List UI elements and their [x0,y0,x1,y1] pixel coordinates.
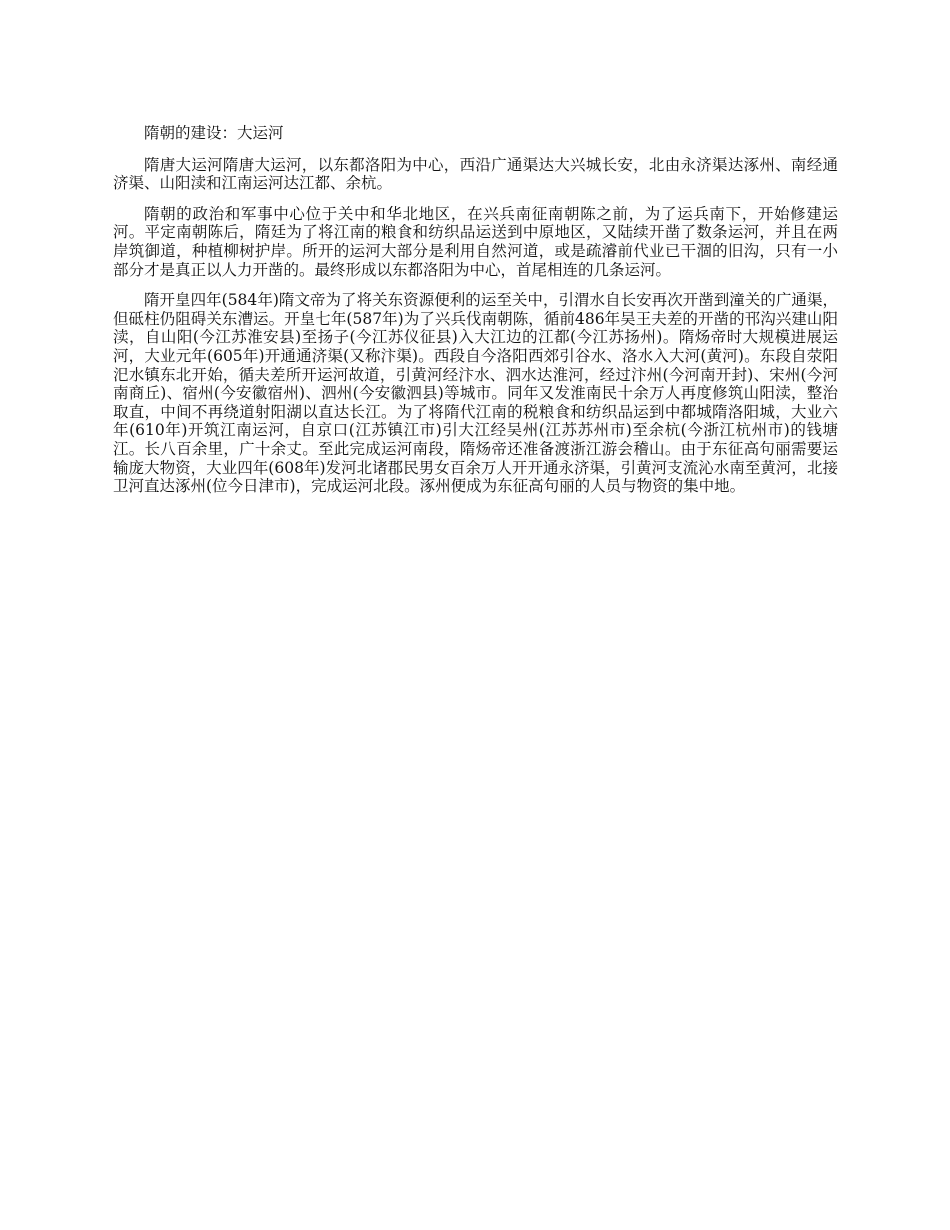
paragraph-construction: 隋开皇四年(584年)隋文帝为了将关东资源便利的运至关中，引渭水自长安再次开凿到潼关的广通渠，但砥柱仍阻碍关东漕运。开皇七年(587年)为了兴兵伐南朝陈，循前486年吴王夫差的开凿的邗沟兴建山阳渎，自山阳(今江苏淮安县)至扬子(今江苏仪征县)入大江边的江都(今江苏扬州)。隋炀帝时大规模进展运河，大业元年(605年)开通通济渠(又称汴渠)。西段自今洛阳西郊引谷水、洛水入大河(黄河)。东段自荥阳汜水镇东北开始，循夫差所开运河故道，引黄河经汴水、泗水达淮河，经过汴州(今河南开封)、宋州(今河南商丘)、宿州(今安徽宿州)、泗州(今安徽泗县)等城市。同年又发淮南民十余万人再度修筑山阳渎，整治取直，中间不再绕道射阳湖以直达长江。为了将隋代江南的税粮食和纺织品运到中都城隋洛阳城，大业六年(610年)开筑江南运河，自京口(江苏镇江市)引大江经吴州(江苏苏州市)至余杭(今浙江杭州市)的钱塘江。长八百余里，广十余丈。至此完成运河南段，隋炀帝还准备渡浙江游会稽山。由于东征高句丽需要运输庞大物资，大业四年(608年)发河北诸郡民男女百余万人开开通永济渠，引黄河支流沁水南至黄河，北接卫河直达涿州(位今日津市)，完成运河北段。涿州便成为东征高句丽的人员与物资的集中地。 [113,291,838,496]
document-title: 隋朝的建设：大运河 [144,124,284,142]
document-page [113,124,838,508]
paragraph-background: 隋朝的政治和军事中心位于关中和华北地区，在兴兵南征南朝陈之前，为了运兵南下，开始修建运河。平定南朝陈后，隋廷为了将江南的粮食和纺织品运送到中原地区，又陆续开凿了数条运河，并且在两岸筑御道，种植柳树护岸。所开的运河大部分是利用自然河道，或是疏濬前代业已干涸的旧沟，只有一小部分才是真正以人力开凿的。最终形成以东都洛阳为中心，首尾相连的几条运河。 [113,204,838,279]
paragraph-overview: 隋唐大运河隋唐大运河，以东都洛阳为中心，西沿广通渠达大兴城长安，北由永济渠达涿州、南经通济渠、山阳渎和江南运河达江都、余杭。 [113,155,838,193]
